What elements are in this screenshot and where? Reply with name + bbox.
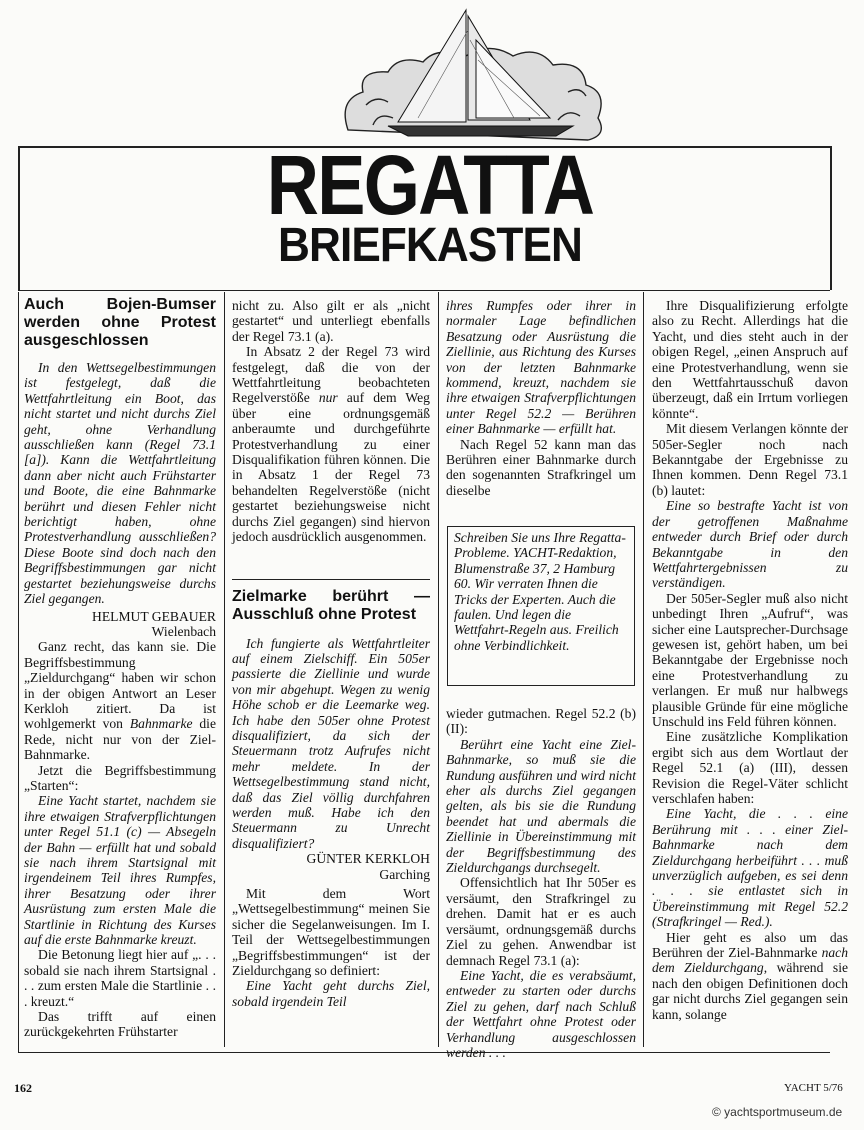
top-rule bbox=[18, 290, 830, 291]
sailing-yacht-illustration bbox=[318, 0, 638, 150]
answer-1-paragraph: Das trifft auf einen zurückgekehrten Frühstarter bbox=[24, 1009, 216, 1040]
answer-2-paragraph: Mit dem Wort „Wettsegelbestimmung“ meinen Sie sicher die Segelanweisungen. Im I. Teil der Wettsegelbestimmungen „Begriffsbestimmungen“ ist der Zieldurchgang so definiert: bbox=[232, 886, 430, 979]
rule-quote: ihres Rumpfes oder ihrer in normaler Lage befindlichen Besatzung oder Ausrüstung die Ziellinie, aus Richtung des Kurses von der letzten Bahnmarke kommend, kreuzt, nachdem sie ihre etwaigen Strafverpflichtungen unter Regel 52.2 — Berühren einer Bahnmarke — erfüllt hat. bbox=[446, 298, 636, 437]
answer-2-paragraph: Der 505er-Segler muß also nicht unbedingt Ihren „Aufruf“, was sicher eine Lautsprecher-Durchsage gewesen ist, gehört haben, um bei Bekanntgabe der Ergebnisse noch eine Protestverhandlung zu verlangen. Er muß nur halbwegs plausible Gründe für eine mögliche Unschuld ins Feld führen können. bbox=[652, 590, 848, 729]
masthead bbox=[230, 138, 630, 272]
answer-2-paragraph: Eine zusätzliche Komplikation ergibt sich aus dem Wortlaut der Regel 52.1 (a) (III), dessen Revision die Regel-Väter schlicht verschlafen haben: bbox=[652, 729, 848, 806]
column-rule bbox=[643, 292, 644, 1047]
column-rule bbox=[438, 292, 439, 1047]
watermark: © yachtsportmuseum.de bbox=[712, 1105, 843, 1119]
masthead-title: REGATTA bbox=[266, 138, 594, 232]
answer-1-paragraph: Ganz recht, das kann sie. Die Begriffsbestimmung „Zieldurchgang“ haben wir schon in der obigen Antwort an Leser Kerkloh zitiert. Da ist wohlgemerkt von Bahnmarke die Rede, nicht nur von der Ziel-Bahnmarke. bbox=[24, 639, 216, 763]
answer-1-paragraph: nicht zu. Also gilt er als „nicht gestartet“ und unterliegt ebenfalls der Regel 73.1 (a). bbox=[232, 298, 430, 344]
reader-letter-2: Ich fungierte als Wettfahrtleiter auf einem Zielschiff. Ein 505er passierte die Ziellinie und wurde von mir abgehupt. Wegen zu wenig Höhe schob er die Leemarke weg. Ich habe den 505er ohne Protest disqualifiziert, da sich der Steuermann trotz Aufrufes nicht mehr meldete. In der Wettsegelbestimmung stand nicht, daß das Ziel völlig durchfahren werden muß. Habe ich den Steuermann zu Unrecht disqualifiziert? bbox=[232, 635, 430, 851]
headline-bojen: Auch Bojen-Bumser werden ohne Protest ausgeschlossen bbox=[24, 296, 216, 349]
answer-2-paragraph: wieder gutmachen. Regel 52.2 (b) (II): bbox=[446, 706, 636, 737]
page-number: 162 bbox=[14, 1081, 32, 1095]
column-1 bbox=[24, 296, 216, 1040]
column-3-top bbox=[446, 298, 636, 498]
author-2: GÜNTER KERKLOH bbox=[306, 851, 430, 867]
rule-quote: Berührt eine Yacht eine Ziel-Bahnmarke, so muß sie die Rundung ausführen und wird nicht eher als durchs Ziel gegangen gelten, als bis sie die Rundung beendet hat und abermals die Ziellinie in Übereinstimmung mit der Begriffsbestimmung des Zieldurchgangs durchsegelt. bbox=[446, 736, 636, 876]
column-rule bbox=[224, 292, 225, 1047]
bottom-rule bbox=[18, 1052, 830, 1053]
rule-quote: Eine so bestrafte Yacht ist von der getroffenen Maßnahme entweder durch Brief oder durch Bekanntgabe in den Wettfahrtergebnissen zu verständigen. bbox=[652, 498, 848, 591]
answer-2-paragraph: Nach Regel 52 kann man das Berühren einer Bahnmarke durch den sogenannten Strafkringel um dieselbe bbox=[446, 436, 636, 498]
column-2 bbox=[232, 298, 430, 1009]
place-2: Garching bbox=[379, 866, 430, 882]
headline-zielmarke: Zielmarke berührt — Ausschluß ohne Protest bbox=[232, 587, 430, 623]
answer-1-paragraph: Die Betonung liegt hier auf „. . . sobald sie nach ihrem Startsignal . . . zum ersten Male die Startlinie . . . kreuzt.“ bbox=[24, 947, 216, 1009]
answer-2-paragraph: Hier geht es also um das Berühren der Ziel-Bahnmarke nach dem Zieldurchgang, während sie nach den obigen Definitionen doch gar nicht durchs Ziel gegangen sein kann, solange bbox=[652, 929, 848, 1022]
answer-1-paragraph: Jetzt die Begriffsbestimmung „Starten“: bbox=[24, 762, 216, 793]
column-3-bottom bbox=[446, 706, 636, 1060]
author-1: HELMUT GEBAUER bbox=[92, 608, 216, 624]
answer-2-paragraph: Ihre Disqualifizierung erfolgte also zu Recht. Allerdings hat die Yacht, und dies steht auch in der obigen Regel, „einen Anspruch auf eine Protestverhandlung, wenn sie den Wettfahrtausschuß davon überzeugt, daß ein Irrtum vorliegen könnte“. bbox=[652, 298, 848, 421]
rule-quote: Eine Yacht startet, nachdem sie ihre etwaigen Strafverpflichtungen unter Regel 51.1 (c) — Absegeln der Bahn — erfüllt hat und sobald sie nach ihrem Startsignal mit irgendeinem Teil ihres Rumpfes, ihrer Besatzung oder ihrer Ausrüstung zum ersten Male die Startlinie in Richtung des Kurses auf die erste Bahnmarke kreuzt. bbox=[24, 793, 216, 948]
section-rule bbox=[232, 579, 430, 580]
answer-1-paragraph: In Absatz 2 der Regel 73 wird festgelegt, daß die von der Wettfahrtleitung beobachteten Regelverstöße nur auf dem Weg über eine ordnungsgemäß anberaumte und durchgeführte Protestverhandlung zu einer Disqualifikation führen können. Die in Absatz 1 der Regel 73 behandelten Regelverstöße (nicht gestartet beziehungsweise nicht durchs Ziel gegangen) sind hiervon jedoch ausdrücklich ausgenommen. bbox=[232, 344, 430, 545]
place-1: Wielenbach bbox=[151, 623, 216, 639]
rule-quote: Eine Yacht, die es verabsäumt, entweder zu starten oder durchs Ziel zu gehen, darf nach Schluß der Wettfahrt ohne Protest oder Verhandlung ausgeschlossen werden . . . bbox=[446, 967, 636, 1060]
reader-letter-1: In den Wettsegelbestimmungen ist festgelegt, daß die Wettfahrtleitung ein Boot, das nicht startet und nicht durchs Ziel geht, ohne Verhandlung ausschließen kann (Regel 73.1 [a]). Kann die Wettfahrtleitung dann aber nicht auch Frühstarter und Boote, die eine Bahnmarke berührt und diesen Fehler nicht berichtigt haben, ohne Protestverhandlung ausschließen? Diese Boote sind doch nach den Begriffsbestimmungen gar nicht gestartet beziehungsweise durchs Ziel gegangen. bbox=[24, 360, 216, 607]
column-4 bbox=[652, 298, 848, 1022]
column-rule bbox=[18, 292, 19, 1052]
answer-2-paragraph: Mit diesem Verlangen könnte der 505er-Segler noch nach Bekanntgabe der Ergebnisse zu Ihnen kommen. Denn Regel 73.1 (b) lautet: bbox=[652, 421, 848, 498]
rule-quote: Eine Yacht, die . . . eine Berührung mit . . . einer Ziel-Bahnmarke nach dem Zieldurchgang herbeiführt . . . muß unverzüglich aufgeben, es sei denn . . . sie entlastet sich in Übereinstimmung mit Regel 52.2 (Strafkringel — Red.). bbox=[652, 806, 848, 930]
masthead-subtitle: BRIEFKASTEN bbox=[278, 219, 582, 272]
reader-notice-box: Schreiben Sie uns Ihre Regatta-Probleme. YACHT-Redaktion, Blumenstraße 37, 2 Hamburg 60. Wir verraten Ihnen die Tricks der Experten. Auch die faulen. Und legen die Wettfahrt-Regeln aus. Freilich ohne Verbindlichkeit. bbox=[447, 526, 635, 686]
answer-2-paragraph: Offensichtlich hat Ihr 505er es versäumt, den Strafkringel zu drehen. Damit hat er es auch versäumt, ordnungsgemäß durchs Ziel zu gehen. Anwendbar ist demnach Regel 73.1 (a): bbox=[446, 875, 636, 968]
rule-quote: Eine Yacht geht durchs Ziel, sobald irgendein Teil bbox=[232, 978, 430, 1009]
issue-label: YACHT 5/76 bbox=[784, 1082, 843, 1094]
